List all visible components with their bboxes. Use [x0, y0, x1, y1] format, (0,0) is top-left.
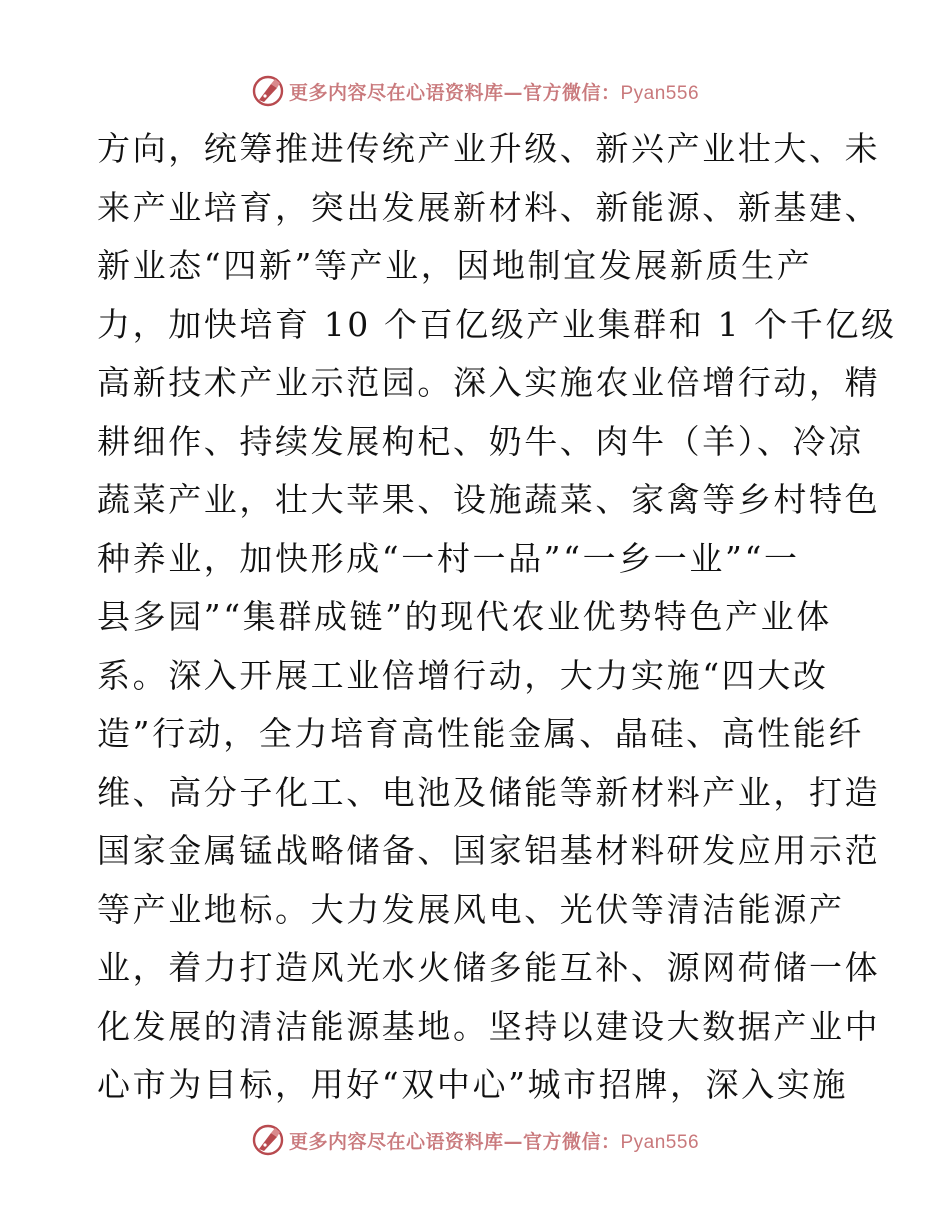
header-banner	[0, 74, 950, 108]
text-line: 种养业，加快形成“一村一品”“一乡一业”“一	[97, 538, 800, 578]
text-line: 来产业培育，突出发展新材料、新能源、新基建、	[97, 187, 881, 227]
text-line: 县多园”“集群成链”的现代农业优势特色产业体	[97, 597, 832, 636]
text-line: 高新技术产业示范园。深入实施农业倍增行动，精	[97, 363, 881, 402]
text-line: 维、高分子化工、电池及储能等新材料产业，打造	[97, 772, 881, 812]
pen-nib-icon	[251, 1123, 285, 1157]
text-line: 业，着力打造风光水火储多能互补、源网荷储一体	[97, 948, 881, 987]
document-body	[97, 120, 897, 1115]
text-line: 新业态“四新”等产业，因地制宜发展新质生产	[97, 246, 813, 285]
text-line: 国家金属锰战略储备、国家铝基材料研发应用示范	[97, 831, 881, 870]
footer-banner	[0, 1123, 950, 1157]
banner-label: 更多内容尽在心语资料库—官方微信：	[288, 1130, 621, 1153]
text-line: 系。深入开展工业倍增行动，大力实施“四大改	[97, 655, 829, 695]
banner-text	[289, 1127, 699, 1154]
banner-text	[289, 78, 699, 105]
text-line: 方向，统筹推进传统产业升级、新兴产业壮大、未	[97, 129, 881, 168]
pen-nib-icon	[251, 74, 285, 108]
text-line: 力，加快培育 10 个百亿级产业集群和 1 个千亿级	[97, 304, 897, 344]
text-line: 造”行动，全力培育高性能金属、晶硅、高性能纤	[97, 714, 865, 753]
text-line: 等产业地标。大力发展风电、光伏等清洁能源产	[97, 889, 845, 929]
text-line: 蔬菜产业，壮大苹果、设施蔬菜、家禽等乡村特色	[97, 480, 881, 519]
wechat-id: Pyan556	[620, 82, 700, 104]
wechat-id: Pyan556	[620, 1131, 700, 1153]
banner-label: 更多内容尽在心语资料库—官方微信：	[288, 81, 621, 104]
text-line: 耕细作、持续发展枸杞、奶牛、肉牛（羊）、冷凉	[97, 421, 864, 461]
text-line: 心市为目标，用好“双中心”城市招牌，深入实施	[97, 1065, 848, 1104]
text-line: 化发展的清洁能源基地。坚持以建设大数据产业中	[97, 1006, 881, 1046]
